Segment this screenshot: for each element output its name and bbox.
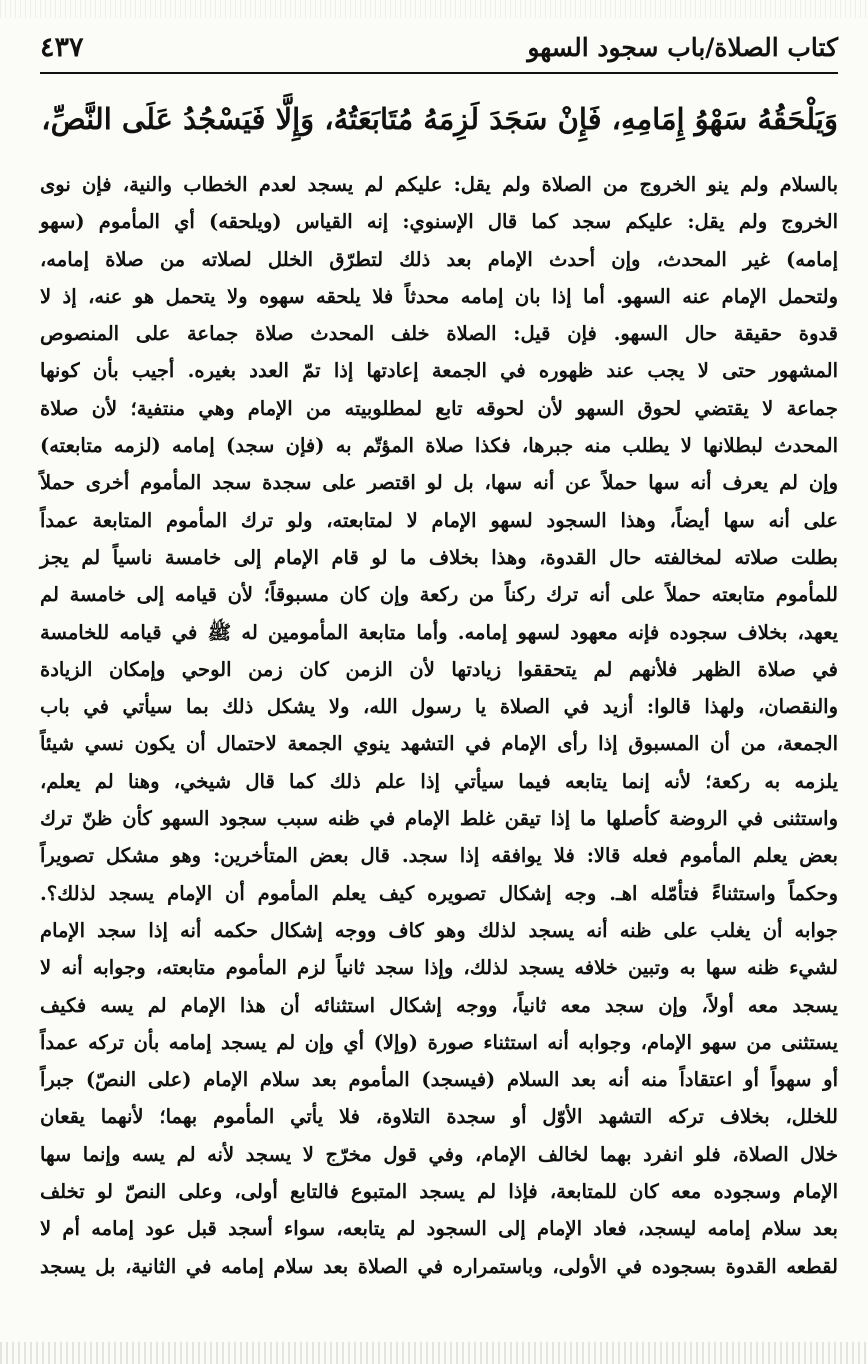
header-divider [40, 72, 838, 74]
page-header [40, 28, 838, 68]
text-line: قدوة حقيقة حال السهو. فإن قيل: الصلاة خلف المحدث صلاة جماعة على المنصوص [40, 322, 838, 346]
text-line: وإن لم يعرف أنه سها حملاً عن أنه سها، بل لو اقتصر على سجدة سجد المأموم أخرى حملاً [40, 471, 838, 495]
text-line: يسجد معه أولاً، وإن سجد معه ثانياً، ووجه إشكال استثنائه أن هذا الإمام لم يسه فكيف [40, 993, 838, 1017]
text-line: بالسلام ولم ينو الخروج من الصلاة ولم يقل: عليكم لم يسجد لعدم الخطاب والنية، فإن نوى [40, 173, 838, 196]
text-line: للمأموم متابعته حملاً على أنه ترك ركناً من ركعة وإن كان مسبوقاً؛ لأن قيامه إلى خامسة لم [40, 583, 838, 607]
text-line: والنقصان، ولهذا قالوا: أزيد في الصلاة يا رسول الله، ولا يشكل ذلك بما سيأتي في باب [40, 695, 838, 719]
text-line: بعد سلام إمامه ليسجد، فعاد الإمام إلى السجود لم يتابعه، سواء أسجد قبل عود إمامه أم لا [40, 1217, 838, 1241]
text-line: للخلل، بخلاف تركه التشهد الأوّل أو سجدة التلاوة، فلا يأتي المأموم بهما؛ لأنهما يقعان [40, 1105, 838, 1129]
text-line: وحكماً واستثناءً فتأمّله اهـ. وجه إشكال تصويره كيف يعلم المأموم أن الإمام يسجد لذلك؟. [40, 881, 838, 905]
text-line: جماعة لا يقتضي لحوق السهو لأن لحوقه تابع لمطلوبيته من الإمام وهي منتفية؛ لأن صلاة [40, 396, 838, 420]
text-line: أو سهواً أو اعتقاداً منه أنه بعد السلام (فيسجد) المأموم بعد سلام الإمام (على النصّ) جبراً [40, 1068, 838, 1092]
text-line: المشهور حتى لا يجب عند ظهوره في الجمعة إعادتها إذا تمّ العدد بغيره. أجيب بأن كونها [40, 359, 838, 383]
text-line: بطلت صلاته لمخالفته حال القدوة، وهذا بخلاف ما لو قام الإمام إلى خامسة ناسياً لم يجز [40, 545, 838, 569]
text-line: ولتحمل الإمام عنه السهو. أما إذا بان إمامه محدثاً فلا يلحقه سهوه ولا يتحمل هو عنه، إذ لا [40, 284, 838, 308]
text-line: الجمعة، من أن المسبوق إذا رأى الإمام في التشهد ينوي الجمعة لاحتمال أن يكون نسي شيئاً [40, 732, 838, 756]
text-line: لقطعه القدوة بسجوده في الأولى، وباستمراره في الصلاة بعد سلام إمامه في الثانية، بل يسجد [40, 1254, 838, 1278]
page-number: ٤٣٧ [40, 32, 84, 63]
text-line: يستثنى من سهو الإمام، وجوابه أنه استثناء صورة (وإلا) أي وإن لم يسجد إمامه بأن تركه عمداً [40, 1030, 838, 1054]
running-title: كتاب الصلاة/باب سجود السهو [527, 33, 838, 62]
text-line: إمامه) غير المحدث، وإن أحدث الإمام بعد ذلك لتطرّق الخلل لصلاته من صلاة إمامه، [40, 247, 838, 271]
text-line: واستثنى في الروضة كأصلها ما إذا تيقن غلط الإمام في ظنه سبب سجود السهو كأن ظنّ ترك [40, 807, 838, 831]
text-line: على أنه سها أيضاً، وهذا السجود لسهو الإمام لا لمتابعته، ولو ترك المأموم المتابعة عمداً [40, 508, 838, 532]
scan-noise-top [0, 0, 868, 18]
text-line: جوابه أن يغلب على ظنه أنه يسجد لذلك وهو كاف ووجه إشكال حكمه أنه إذا سجد الإمام [40, 918, 838, 942]
text-line: خلال الصلاة، فلو انفرد بهما لخالف الإمام، وفي قول مخرّج لا يسجد لأنه لم يسه وإنما سها [40, 1142, 838, 1166]
text-line: يعهد، بخلاف سجوده فإنه معهود لسهو إمامه. وأما متابعة المأمومين له ﷺ في قيامه للخامسة [40, 620, 838, 644]
text-line: بعض يعلم المأموم فعله قالا: فلا يوافقه إذا سجد. قال بعض المتأخرين: وهو مشكل تصويراً [40, 844, 838, 868]
text-line: الإمام وسجوده معه كان للمتابعة، فإذا لم يسجد المتبوع فالتابع أولى، وعلى النصّ لو تخلف [40, 1180, 838, 1204]
text-line: يلزمه به ركعة؛ لأنه إنما يتابعه فيما سيأتي إذا علم ذلك كما قال شيخي، وهنا لم يعلم، [40, 769, 838, 793]
commentary-text [40, 166, 838, 1285]
text-line: لشيء ظنه سها به وتبين خلافه يسجد لذلك، وإذا سجد ثانياً لزم المأموم متابعته، وجوابه أنه لا [40, 956, 838, 980]
matn-text: وَيَلْحَقُهُ سَهْوُ إِمَامِهِ، فَإِنْ سَجَدَ لَزِمَهُ مُتَابَعَتُهُ، وَإِلَّا فَيَسْجُدُ عَلَى النَّصِّ، [41, 102, 838, 136]
text-line: المحدث لبطلانها لا يطلب منه جبرها، فكذا صلاة المؤتّم به (فإن سجد) إمامه (لزمه متابعته) [40, 434, 838, 458]
text-line: الخروج ولم يقل: عليكم سجد كما قال الإسنوي: إنه القياس (ويلحقه) أي المأموم (سهو [40, 210, 838, 234]
text-line: في صلاة الظهر فلأنهم لم يتحققوا زيادتها لأن الزمن كان زمن الوحي وإمكان الزيادة [40, 657, 838, 681]
scan-noise-bottom [0, 1342, 868, 1364]
